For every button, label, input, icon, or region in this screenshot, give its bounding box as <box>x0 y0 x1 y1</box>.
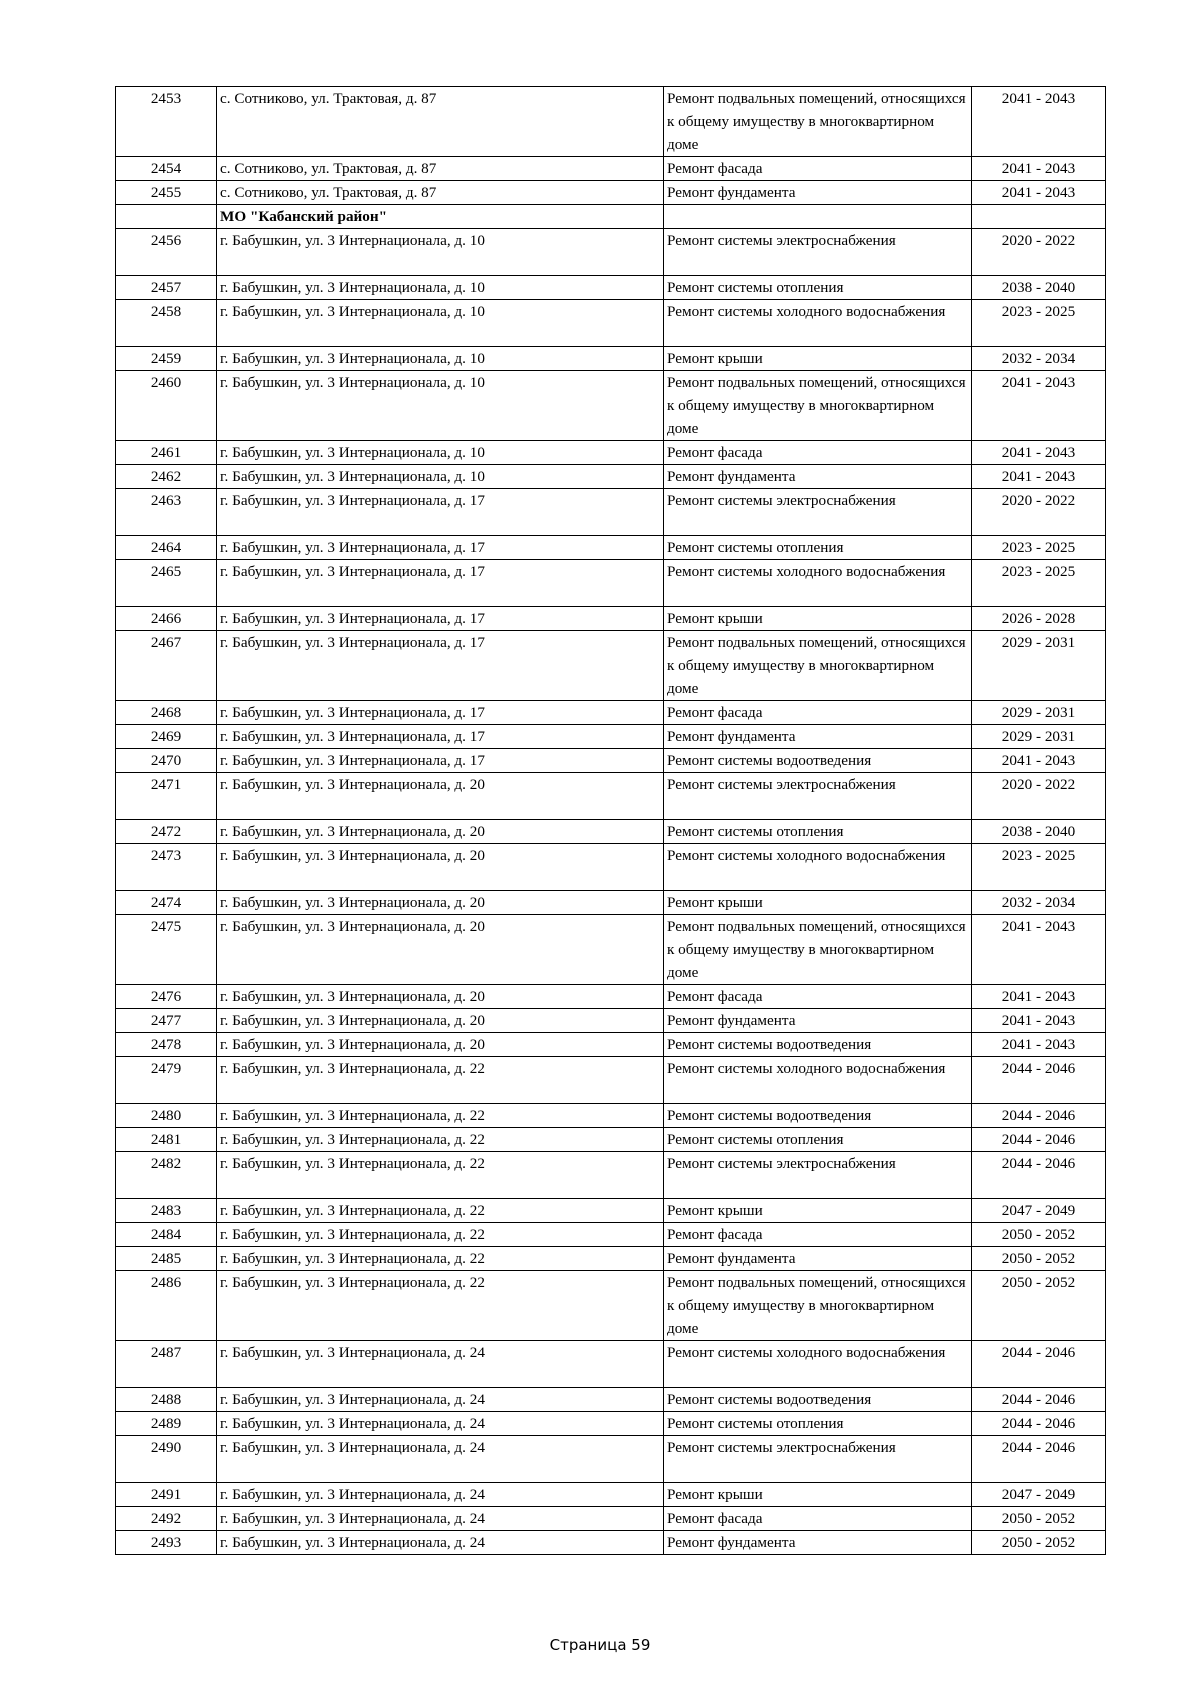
table-row <box>116 181 1106 205</box>
period-cell: 2032 - 2034 <box>972 347 1106 371</box>
row-number-cell: 2461 <box>116 441 217 465</box>
period-cell: 2038 - 2040 <box>972 820 1106 844</box>
work-type-cell: Ремонт системы холодного водоснабжения <box>664 300 972 347</box>
table-row <box>116 607 1106 631</box>
address-cell: г. Бабушкин, ул. 3 Интернационала, д. 20 <box>217 844 664 891</box>
work-type-cell: Ремонт фасада <box>664 1507 972 1531</box>
table-body <box>116 87 1106 1555</box>
work-type-cell: Ремонт системы холодного водоснабжения <box>664 1057 972 1104</box>
table-row <box>116 1531 1106 1555</box>
work-type-cell: Ремонт системы отопления <box>664 1128 972 1152</box>
work-type-cell: Ремонт системы электроснабжения <box>664 773 972 820</box>
work-type-cell: Ремонт фундамента <box>664 181 972 205</box>
period-cell: 2020 - 2022 <box>972 773 1106 820</box>
address-cell: г. Бабушкин, ул. 3 Интернационала, д. 20 <box>217 915 664 985</box>
address-cell: г. Бабушкин, ул. 3 Интернационала, д. 10 <box>217 300 664 347</box>
work-type-cell: Ремонт фундамента <box>664 1009 972 1033</box>
table-row <box>116 87 1106 157</box>
address-cell: с. Сотниково, ул. Трактовая, д. 87 <box>217 181 664 205</box>
table-row <box>116 371 1106 441</box>
address-cell: г. Бабушкин, ул. 3 Интернационала, д. 17 <box>217 607 664 631</box>
period-cell: 2044 - 2046 <box>972 1104 1106 1128</box>
period-cell: 2023 - 2025 <box>972 844 1106 891</box>
table-row <box>116 1199 1106 1223</box>
work-type-cell: Ремонт системы водоотведения <box>664 1388 972 1412</box>
table-row <box>116 1247 1106 1271</box>
period-cell: 2041 - 2043 <box>972 87 1106 157</box>
row-number-cell: 2457 <box>116 276 217 300</box>
work-type-cell: Ремонт подвальных помещений, относящихся к общему имуществу в многоквартирном доме <box>664 1271 972 1341</box>
address-cell: г. Бабушкин, ул. 3 Интернационала, д. 24 <box>217 1531 664 1555</box>
row-number-cell: 2484 <box>116 1223 217 1247</box>
table-row <box>116 1483 1106 1507</box>
work-type-cell: Ремонт фундамента <box>664 465 972 489</box>
work-type-cell: Ремонт системы холодного водоснабжения <box>664 560 972 607</box>
period-cell: 2044 - 2046 <box>972 1341 1106 1388</box>
address-cell: г. Бабушкин, ул. 3 Интернационала, д. 17 <box>217 749 664 773</box>
work-type-cell: Ремонт системы отопления <box>664 820 972 844</box>
work-type-cell: Ремонт системы электроснабжения <box>664 489 972 536</box>
address-cell: г. Бабушкин, ул. 3 Интернационала, д. 24 <box>217 1341 664 1388</box>
address-cell: г. Бабушкин, ул. 3 Интернационала, д. 22 <box>217 1152 664 1199</box>
row-number-cell: 2464 <box>116 536 217 560</box>
row-number-cell: 2466 <box>116 607 217 631</box>
table-row <box>116 276 1106 300</box>
address-cell: г. Бабушкин, ул. 3 Интернационала, д. 22 <box>217 1104 664 1128</box>
work-type-cell: Ремонт системы холодного водоснабжения <box>664 844 972 891</box>
work-type-cell: Ремонт подвальных помещений, относящихся к общему имуществу в многоквартирном доме <box>664 915 972 985</box>
table-row <box>116 773 1106 820</box>
table-row <box>116 229 1106 276</box>
address-cell: г. Бабушкин, ул. 3 Интернационала, д. 24 <box>217 1388 664 1412</box>
row-number-cell: 2489 <box>116 1412 217 1436</box>
row-number-cell: 2492 <box>116 1507 217 1531</box>
work-type-cell: Ремонт фундамента <box>664 1247 972 1271</box>
address-cell: г. Бабушкин, ул. 3 Интернационала, д. 22 <box>217 1223 664 1247</box>
address-cell: г. Бабушкин, ул. 3 Интернационала, д. 17 <box>217 489 664 536</box>
work-type-cell: Ремонт фасада <box>664 985 972 1009</box>
table-row <box>116 1436 1106 1483</box>
table-row <box>116 1128 1106 1152</box>
work-type-cell: Ремонт системы холодного водоснабжения <box>664 1341 972 1388</box>
work-type-cell: Ремонт крыши <box>664 1483 972 1507</box>
row-number-cell: 2493 <box>116 1531 217 1555</box>
address-cell: г. Бабушкин, ул. 3 Интернационала, д. 17 <box>217 631 664 701</box>
table-row <box>116 1271 1106 1341</box>
work-type-cell: Ремонт системы электроснабжения <box>664 1436 972 1483</box>
row-number-cell: 2460 <box>116 371 217 441</box>
period-cell: 2041 - 2043 <box>972 1033 1106 1057</box>
table-row <box>116 1152 1106 1199</box>
row-number-cell: 2453 <box>116 87 217 157</box>
period-cell: 2041 - 2043 <box>972 1009 1106 1033</box>
address-cell: г. Бабушкин, ул. 3 Интернационала, д. 24 <box>217 1483 664 1507</box>
work-type-cell: Ремонт фасада <box>664 157 972 181</box>
address-cell: г. Бабушкин, ул. 3 Интернационала, д. 22 <box>217 1247 664 1271</box>
address-cell: г. Бабушкин, ул. 3 Интернационала, д. 20 <box>217 891 664 915</box>
table-row <box>116 1412 1106 1436</box>
period-cell: 2044 - 2046 <box>972 1436 1106 1483</box>
address-cell: г. Бабушкин, ул. 3 Интернационала, д. 20 <box>217 773 664 820</box>
address-cell: г. Бабушкин, ул. 3 Интернационала, д. 24 <box>217 1412 664 1436</box>
period-cell: 2029 - 2031 <box>972 725 1106 749</box>
work-type-cell: Ремонт крыши <box>664 891 972 915</box>
period-cell: 2044 - 2046 <box>972 1412 1106 1436</box>
row-number-cell: 2463 <box>116 489 217 536</box>
work-type-cell: Ремонт крыши <box>664 347 972 371</box>
work-type-cell: Ремонт системы отопления <box>664 276 972 300</box>
work-type-cell <box>664 205 972 229</box>
table-row <box>116 1507 1106 1531</box>
row-number-cell: 2471 <box>116 773 217 820</box>
row-number-cell: 2469 <box>116 725 217 749</box>
address-cell: г. Бабушкин, ул. 3 Интернационала, д. 24 <box>217 1507 664 1531</box>
work-type-cell: Ремонт фундамента <box>664 725 972 749</box>
period-cell: 2041 - 2043 <box>972 985 1106 1009</box>
address-cell: г. Бабушкин, ул. 3 Интернационала, д. 22 <box>217 1271 664 1341</box>
address-cell: г. Бабушкин, ул. 3 Интернационала, д. 22 <box>217 1199 664 1223</box>
table-row <box>116 631 1106 701</box>
period-cell: 2023 - 2025 <box>972 536 1106 560</box>
row-number-cell: 2454 <box>116 157 217 181</box>
row-number-cell: 2456 <box>116 229 217 276</box>
row-number-cell: 2488 <box>116 1388 217 1412</box>
period-cell: 2041 - 2043 <box>972 749 1106 773</box>
table-row <box>116 489 1106 536</box>
table-row <box>116 441 1106 465</box>
section-header-row <box>116 205 1106 229</box>
row-number-cell: 2487 <box>116 1341 217 1388</box>
period-cell: 2050 - 2052 <box>972 1271 1106 1341</box>
work-type-cell: Ремонт системы водоотведения <box>664 1104 972 1128</box>
period-cell: 2041 - 2043 <box>972 465 1106 489</box>
row-number-cell: 2476 <box>116 985 217 1009</box>
table-row <box>116 749 1106 773</box>
address-cell: г. Бабушкин, ул. 3 Интернационала, д. 10 <box>217 465 664 489</box>
row-number-cell: 2490 <box>116 1436 217 1483</box>
period-cell: 2050 - 2052 <box>972 1247 1106 1271</box>
row-number-cell: 2480 <box>116 1104 217 1128</box>
table-row <box>116 891 1106 915</box>
period-cell: 2023 - 2025 <box>972 560 1106 607</box>
work-type-cell: Ремонт системы водоотведения <box>664 1033 972 1057</box>
work-type-cell: Ремонт системы отопления <box>664 536 972 560</box>
row-number-cell: 2477 <box>116 1009 217 1033</box>
period-cell: 2038 - 2040 <box>972 276 1106 300</box>
address-cell: г. Бабушкин, ул. 3 Интернационала, д. 22 <box>217 1057 664 1104</box>
table-row <box>116 985 1106 1009</box>
period-cell: 2032 - 2034 <box>972 891 1106 915</box>
row-number-cell: 2458 <box>116 300 217 347</box>
period-cell: 2041 - 2043 <box>972 441 1106 465</box>
period-cell: 2023 - 2025 <box>972 300 1106 347</box>
address-cell: г. Бабушкин, ул. 3 Интернационала, д. 10 <box>217 371 664 441</box>
row-number-cell <box>116 205 217 229</box>
address-cell: г. Бабушкин, ул. 3 Интернационала, д. 17 <box>217 560 664 607</box>
period-cell: 2050 - 2052 <box>972 1507 1106 1531</box>
table-row <box>116 536 1106 560</box>
row-number-cell: 2473 <box>116 844 217 891</box>
table-row <box>116 915 1106 985</box>
row-number-cell: 2474 <box>116 891 217 915</box>
row-number-cell: 2491 <box>116 1483 217 1507</box>
work-type-cell: Ремонт фасада <box>664 441 972 465</box>
table-row <box>116 560 1106 607</box>
table-row <box>116 300 1106 347</box>
row-number-cell: 2465 <box>116 560 217 607</box>
table-row <box>116 1057 1106 1104</box>
page-number: Страница 59 <box>549 1636 651 1654</box>
capital-repair-table <box>115 86 1106 1555</box>
row-number-cell: 2468 <box>116 701 217 725</box>
table-row <box>116 701 1106 725</box>
row-number-cell: 2467 <box>116 631 217 701</box>
address-cell: с. Сотниково, ул. Трактовая, д. 87 <box>217 87 664 157</box>
address-cell: г. Бабушкин, ул. 3 Интернационала, д. 20 <box>217 820 664 844</box>
row-number-cell: 2486 <box>116 1271 217 1341</box>
row-number-cell: 2470 <box>116 749 217 773</box>
table-row <box>116 1223 1106 1247</box>
row-number-cell: 2481 <box>116 1128 217 1152</box>
period-cell: 2026 - 2028 <box>972 607 1106 631</box>
period-cell: 2050 - 2052 <box>972 1531 1106 1555</box>
period-cell: 2041 - 2043 <box>972 915 1106 985</box>
row-number-cell: 2462 <box>116 465 217 489</box>
row-number-cell: 2479 <box>116 1057 217 1104</box>
address-cell: г. Бабушкин, ул. 3 Интернационала, д. 17 <box>217 701 664 725</box>
table-row <box>116 1009 1106 1033</box>
address-cell: г. Бабушкин, ул. 3 Интернационала, д. 10 <box>217 441 664 465</box>
period-cell: 2044 - 2046 <box>972 1152 1106 1199</box>
table-row <box>116 1104 1106 1128</box>
address-cell: г. Бабушкин, ул. 3 Интернационала, д. 22 <box>217 1128 664 1152</box>
table-row <box>116 725 1106 749</box>
period-cell: 2047 - 2049 <box>972 1199 1106 1223</box>
address-cell: с. Сотниково, ул. Трактовая, д. 87 <box>217 157 664 181</box>
work-type-cell: Ремонт системы электроснабжения <box>664 1152 972 1199</box>
address-cell: г. Бабушкин, ул. 3 Интернационала, д. 17 <box>217 725 664 749</box>
table-row <box>116 347 1106 371</box>
row-number-cell: 2472 <box>116 820 217 844</box>
address-cell: МО "Кабанский район" <box>217 205 664 229</box>
table-row <box>116 820 1106 844</box>
period-cell: 2044 - 2046 <box>972 1057 1106 1104</box>
row-number-cell: 2459 <box>116 347 217 371</box>
row-number-cell: 2475 <box>116 915 217 985</box>
work-type-cell: Ремонт фасада <box>664 1223 972 1247</box>
period-cell <box>972 205 1106 229</box>
table-row <box>116 465 1106 489</box>
work-type-cell: Ремонт системы электроснабжения <box>664 229 972 276</box>
address-cell: г. Бабушкин, ул. 3 Интернационала, д. 17 <box>217 536 664 560</box>
row-number-cell: 2478 <box>116 1033 217 1057</box>
period-cell: 2047 - 2049 <box>972 1483 1106 1507</box>
table-row <box>116 1388 1106 1412</box>
period-cell: 2029 - 2031 <box>972 701 1106 725</box>
work-type-cell: Ремонт подвальных помещений, относящихся к общему имуществу в многоквартирном доме <box>664 371 972 441</box>
row-number-cell: 2482 <box>116 1152 217 1199</box>
work-type-cell: Ремонт подвальных помещений, относящихся к общему имуществу в многоквартирном доме <box>664 87 972 157</box>
period-cell: 2020 - 2022 <box>972 489 1106 536</box>
period-cell: 2029 - 2031 <box>972 631 1106 701</box>
row-number-cell: 2455 <box>116 181 217 205</box>
address-cell: г. Бабушкин, ул. 3 Интернационала, д. 24 <box>217 1436 664 1483</box>
address-cell: г. Бабушкин, ул. 3 Интернационала, д. 20 <box>217 1033 664 1057</box>
work-type-cell: Ремонт системы отопления <box>664 1412 972 1436</box>
work-type-cell: Ремонт системы водоотведения <box>664 749 972 773</box>
table-row <box>116 844 1106 891</box>
period-cell: 2050 - 2052 <box>972 1223 1106 1247</box>
work-type-cell: Ремонт подвальных помещений, относящихся к общему имуществу в многоквартирном доме <box>664 631 972 701</box>
table-row <box>116 1033 1106 1057</box>
row-number-cell: 2485 <box>116 1247 217 1271</box>
period-cell: 2044 - 2046 <box>972 1388 1106 1412</box>
row-number-cell: 2483 <box>116 1199 217 1223</box>
work-type-cell: Ремонт крыши <box>664 1199 972 1223</box>
table-row <box>116 157 1106 181</box>
address-cell: г. Бабушкин, ул. 3 Интернационала, д. 10 <box>217 229 664 276</box>
address-cell: г. Бабушкин, ул. 3 Интернационала, д. 10 <box>217 276 664 300</box>
period-cell: 2041 - 2043 <box>972 371 1106 441</box>
period-cell: 2041 - 2043 <box>972 181 1106 205</box>
period-cell: 2044 - 2046 <box>972 1128 1106 1152</box>
work-type-cell: Ремонт фундамента <box>664 1531 972 1555</box>
work-type-cell: Ремонт крыши <box>664 607 972 631</box>
table-row <box>116 1341 1106 1388</box>
work-type-cell: Ремонт фасада <box>664 701 972 725</box>
address-cell: г. Бабушкин, ул. 3 Интернационала, д. 10 <box>217 347 664 371</box>
address-cell: г. Бабушкин, ул. 3 Интернационала, д. 20 <box>217 1009 664 1033</box>
address-cell: г. Бабушкин, ул. 3 Интернационала, д. 20 <box>217 985 664 1009</box>
period-cell: 2041 - 2043 <box>972 157 1106 181</box>
period-cell: 2020 - 2022 <box>972 229 1106 276</box>
